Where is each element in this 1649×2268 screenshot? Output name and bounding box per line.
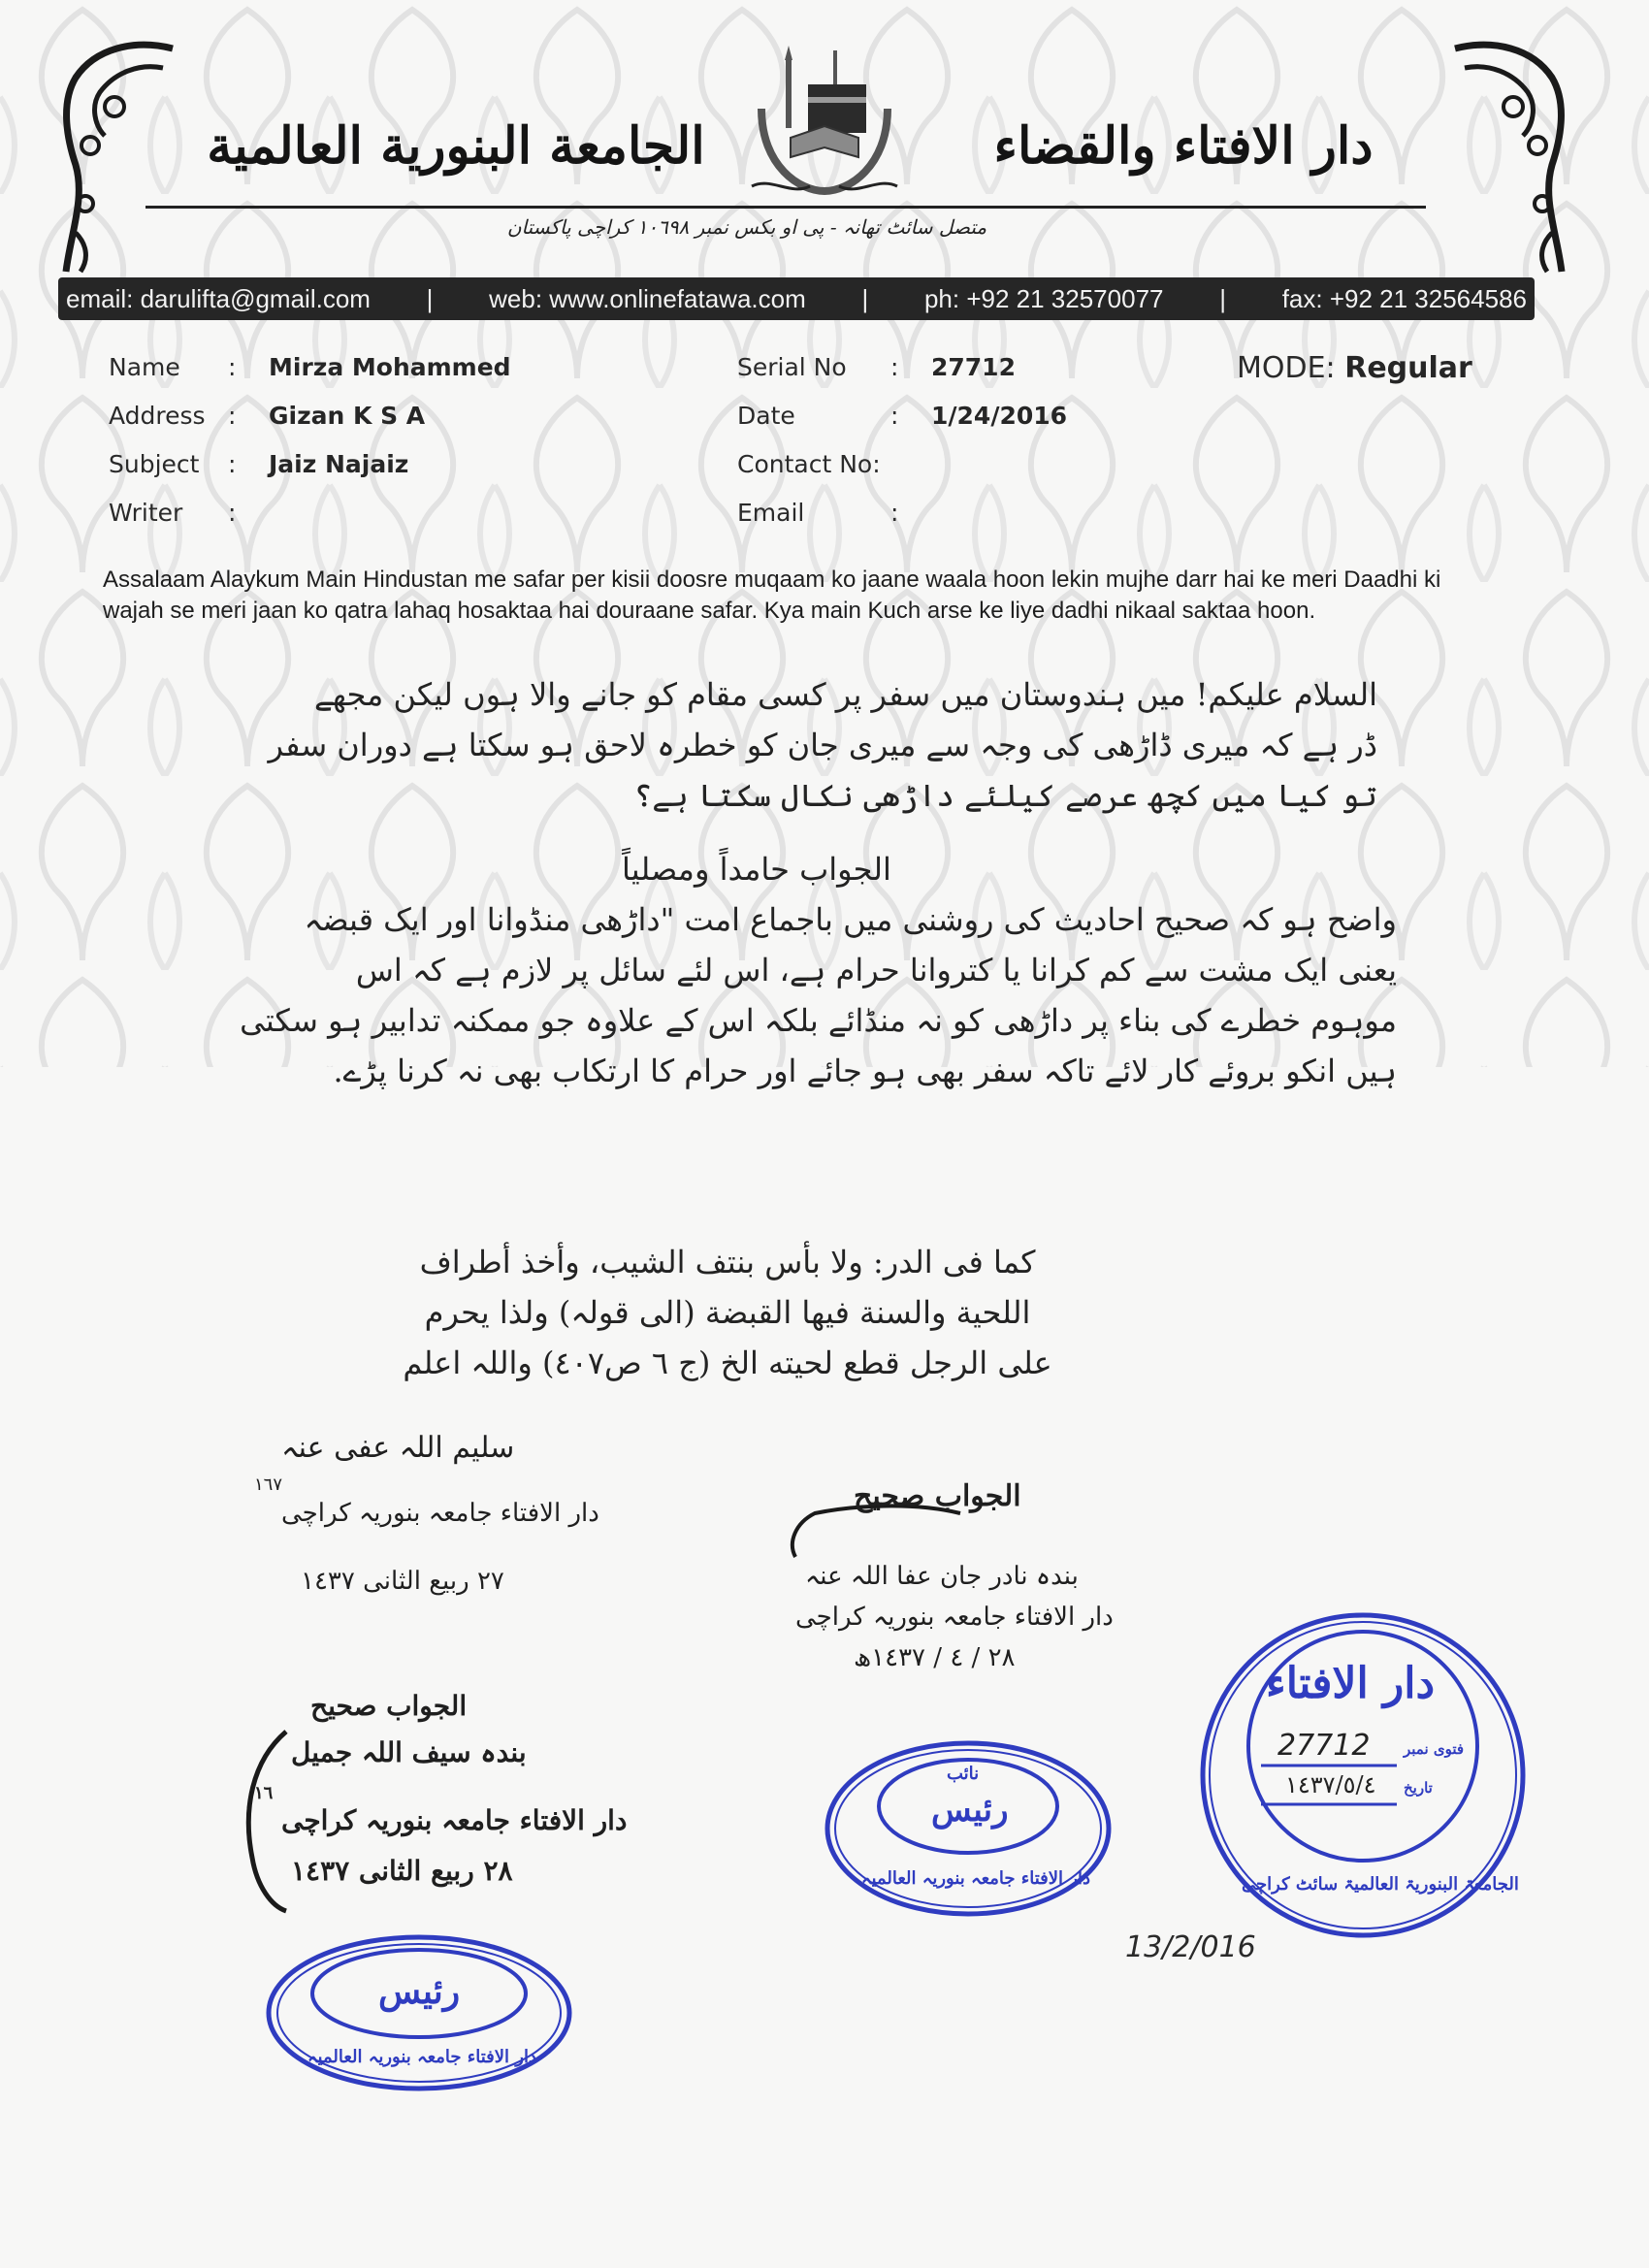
verifier2-heading: الجواب صحیح [310,1690,468,1722]
answer-line: ہیں انکو بروئے کار لائے تاکہ سفر بھی ہو جائے اور حرام کا ارتکاب بھی نہ کرنا پڑے. [333,1053,1397,1089]
contact-phone: ph: +92 21 32570077 [923,284,1164,313]
writer-label: Writer [109,499,183,527]
answer-block [116,844,1397,1096]
subject-value: Jaiz Najaiz [269,450,409,478]
stamp-date: ١٤٣٧/٥/٤ [1285,1771,1376,1798]
verifier2-org: دار الافتاء جامعہ بنوریہ کراچی [281,1804,628,1836]
serial-no-label: Serial No [737,353,847,381]
stamp-deputy-top: نائب [947,1764,980,1784]
name-value: Mirza Mohammed [269,353,511,381]
verifier1-org: دار الافتاء جامعہ بنوریہ کراچی [795,1603,1114,1632]
institution-title-right: دار الافتاء والقضاء [993,116,1374,176]
subject-label: Subject [109,450,200,478]
stamp-date-label: تاریخ [1404,1779,1433,1797]
stamp-fatwa-no: 27712 [1277,1729,1371,1763]
question-urdu-line: السلام علیکم! میں ہندوستان میں سفر پر کسی مقام کو جانے والا ہوں لیکن مجھے [314,676,1377,713]
serial-no-value: 27712 [931,353,1016,381]
reference-block [291,1237,1164,1388]
corner-ornament-right-icon [1445,39,1571,281]
header-address: متصل سائٹ تھانہ - پی او بکس نمبر ١٠٦٩٨ کراچی پاکستان [506,215,987,239]
stamp-darulifta-ring: الجامعۃ البنوریۃ العالمیۃ سائٹ کراچی [1242,1874,1519,1895]
address-value: Gizan K S A [269,402,426,430]
corner-ornament-left-icon [56,39,182,281]
address-colon: : [228,402,237,430]
stamp-deputy-center: رئیس [931,1791,1009,1830]
stamp-darulifta-center: دار الافتاء [1266,1659,1436,1708]
mode-value: Regular [1344,351,1472,385]
question-urdu-line: تو کیا میں کچھ عرصے کیلئے داڑھی نکال سکتا ہے؟ [633,777,1377,814]
name-colon: : [228,353,237,381]
subject-colon: : [228,450,237,478]
address-label: Address [109,402,206,430]
writer-signature-date: ٢٧ ربیع الثانی ١٤٣٧ [301,1567,504,1596]
separator: | [426,284,434,313]
question-urdu [136,669,1377,821]
stamp-deputy-head [823,1736,1114,1921]
contact-no-label: Contact No: [737,450,881,478]
email-label: Email [737,499,805,527]
institution-title-left: الجامعة البنورية العالمية [207,116,705,176]
stamp-darulifta [1188,1610,1537,1950]
handwritten-date: 13/2/016 [1125,1930,1256,1964]
name-label: Name [109,353,180,381]
date-colon: : [890,402,899,430]
writer-signature-name: سلیم اللہ عفی عنہ [281,1431,515,1465]
reference-line: اللحیة والسنة فیها القبضة (الی قولہ) ولذا یحرم [424,1294,1031,1331]
separator: | [1219,284,1226,313]
stamp-head-ring: دار الافتاء جامعہ بنوریہ العالمیہ [307,2047,537,2067]
header-divider [146,206,1426,209]
answer-line: واضح ہو کہ صحیح احادیث کی روشنی میں باجماع امت "داڑھی منڈوانا اور ایک قبضہ [304,901,1397,938]
stamp-deputy-ring: دار الافتاء جامعہ بنوریہ العالمیہ [861,1868,1091,1889]
date-label: Date [737,402,795,430]
answer-line: موہوم خطرے کی بناء پر داڑھی کو نہ منڈائے بلکہ اس کے علاوہ جو ممکنہ تدابیر ہو سکتی [240,1002,1397,1039]
separator: | [861,284,869,313]
reference-line: کما فی الدر: ولا بأس بنتف الشیب، وأخذ أطراف [419,1244,1036,1280]
contact-web[interactable]: web: www.onlinefatawa.com [489,284,806,313]
contact-email[interactable]: email: darulifta@gmail.com [66,284,371,313]
reference-line: علی الرجل قطع لحیته الخ (ج ٦ ص٤٠٧) واللہ اعلم [403,1345,1052,1381]
contact-fax: fax: +92 21 32564586 [1281,284,1527,313]
verifier2-superscript: ١٦ [254,1783,274,1803]
email-colon: : [890,499,899,527]
answer-heading: الجواب حامداً ومصلیاً [622,851,891,888]
verifier2-date: ٢٨ ربیع الثانی ١٤٣٧ [291,1855,513,1887]
stamp-head-center: رئیس [378,1971,461,2012]
verifier1-date: ٢٨ / ٤ / ١٤٣٧ھ [854,1643,1016,1672]
verifier1-heading: الجواب صحیح [854,1479,1021,1513]
mode-label: MODE: [1237,351,1336,385]
mode-indicator [1237,351,1472,385]
writer-colon: : [228,499,237,527]
question-english: Assalaam Alaykum Main Hindustan me safar per kisii doosre muqaam ko jaane waala hoon lekin mujhe darr hai ke meri Daadhi ki wajah se meri jaan ko qatra lahaq hosaktaa hai douraane safar. Kya main Kuch arse ke liye dadhi nikaal saktaa hoon. [103,567,1441,624]
oval-stamp-rings-icon [264,1930,574,2095]
contact-bar [58,277,1535,320]
serial-no-colon: : [890,353,899,381]
question-urdu-line: ڈر ہے کہ میری ڈاڑھی کی وجہ سے میری جان کو خطرہ لاحق ہو سکتا ہے دوران سفر [268,727,1377,763]
verifier2-name: بندہ سیف اللہ جمیل [291,1736,527,1768]
verifier1-name: بندہ نادر جان عفا اللہ عنہ [805,1562,1079,1591]
writer-signature-org: دار الافتاء جامعہ بنوریہ کراچی [281,1499,599,1528]
stamp-head [264,1930,574,2095]
stamp-fatwa-no-label: فتوی نمبر [1404,1740,1465,1758]
answer-line: یعنی ایک مشت سے کم کرانا یا کتروانا حرام ہے، اس لئے سائل پر لازم ہے کہ اس [355,952,1397,988]
writer-signature-superscript: ١٦٧ [254,1474,283,1495]
university-crest-logo [732,41,917,206]
date-value: 1/24/2016 [931,402,1068,430]
